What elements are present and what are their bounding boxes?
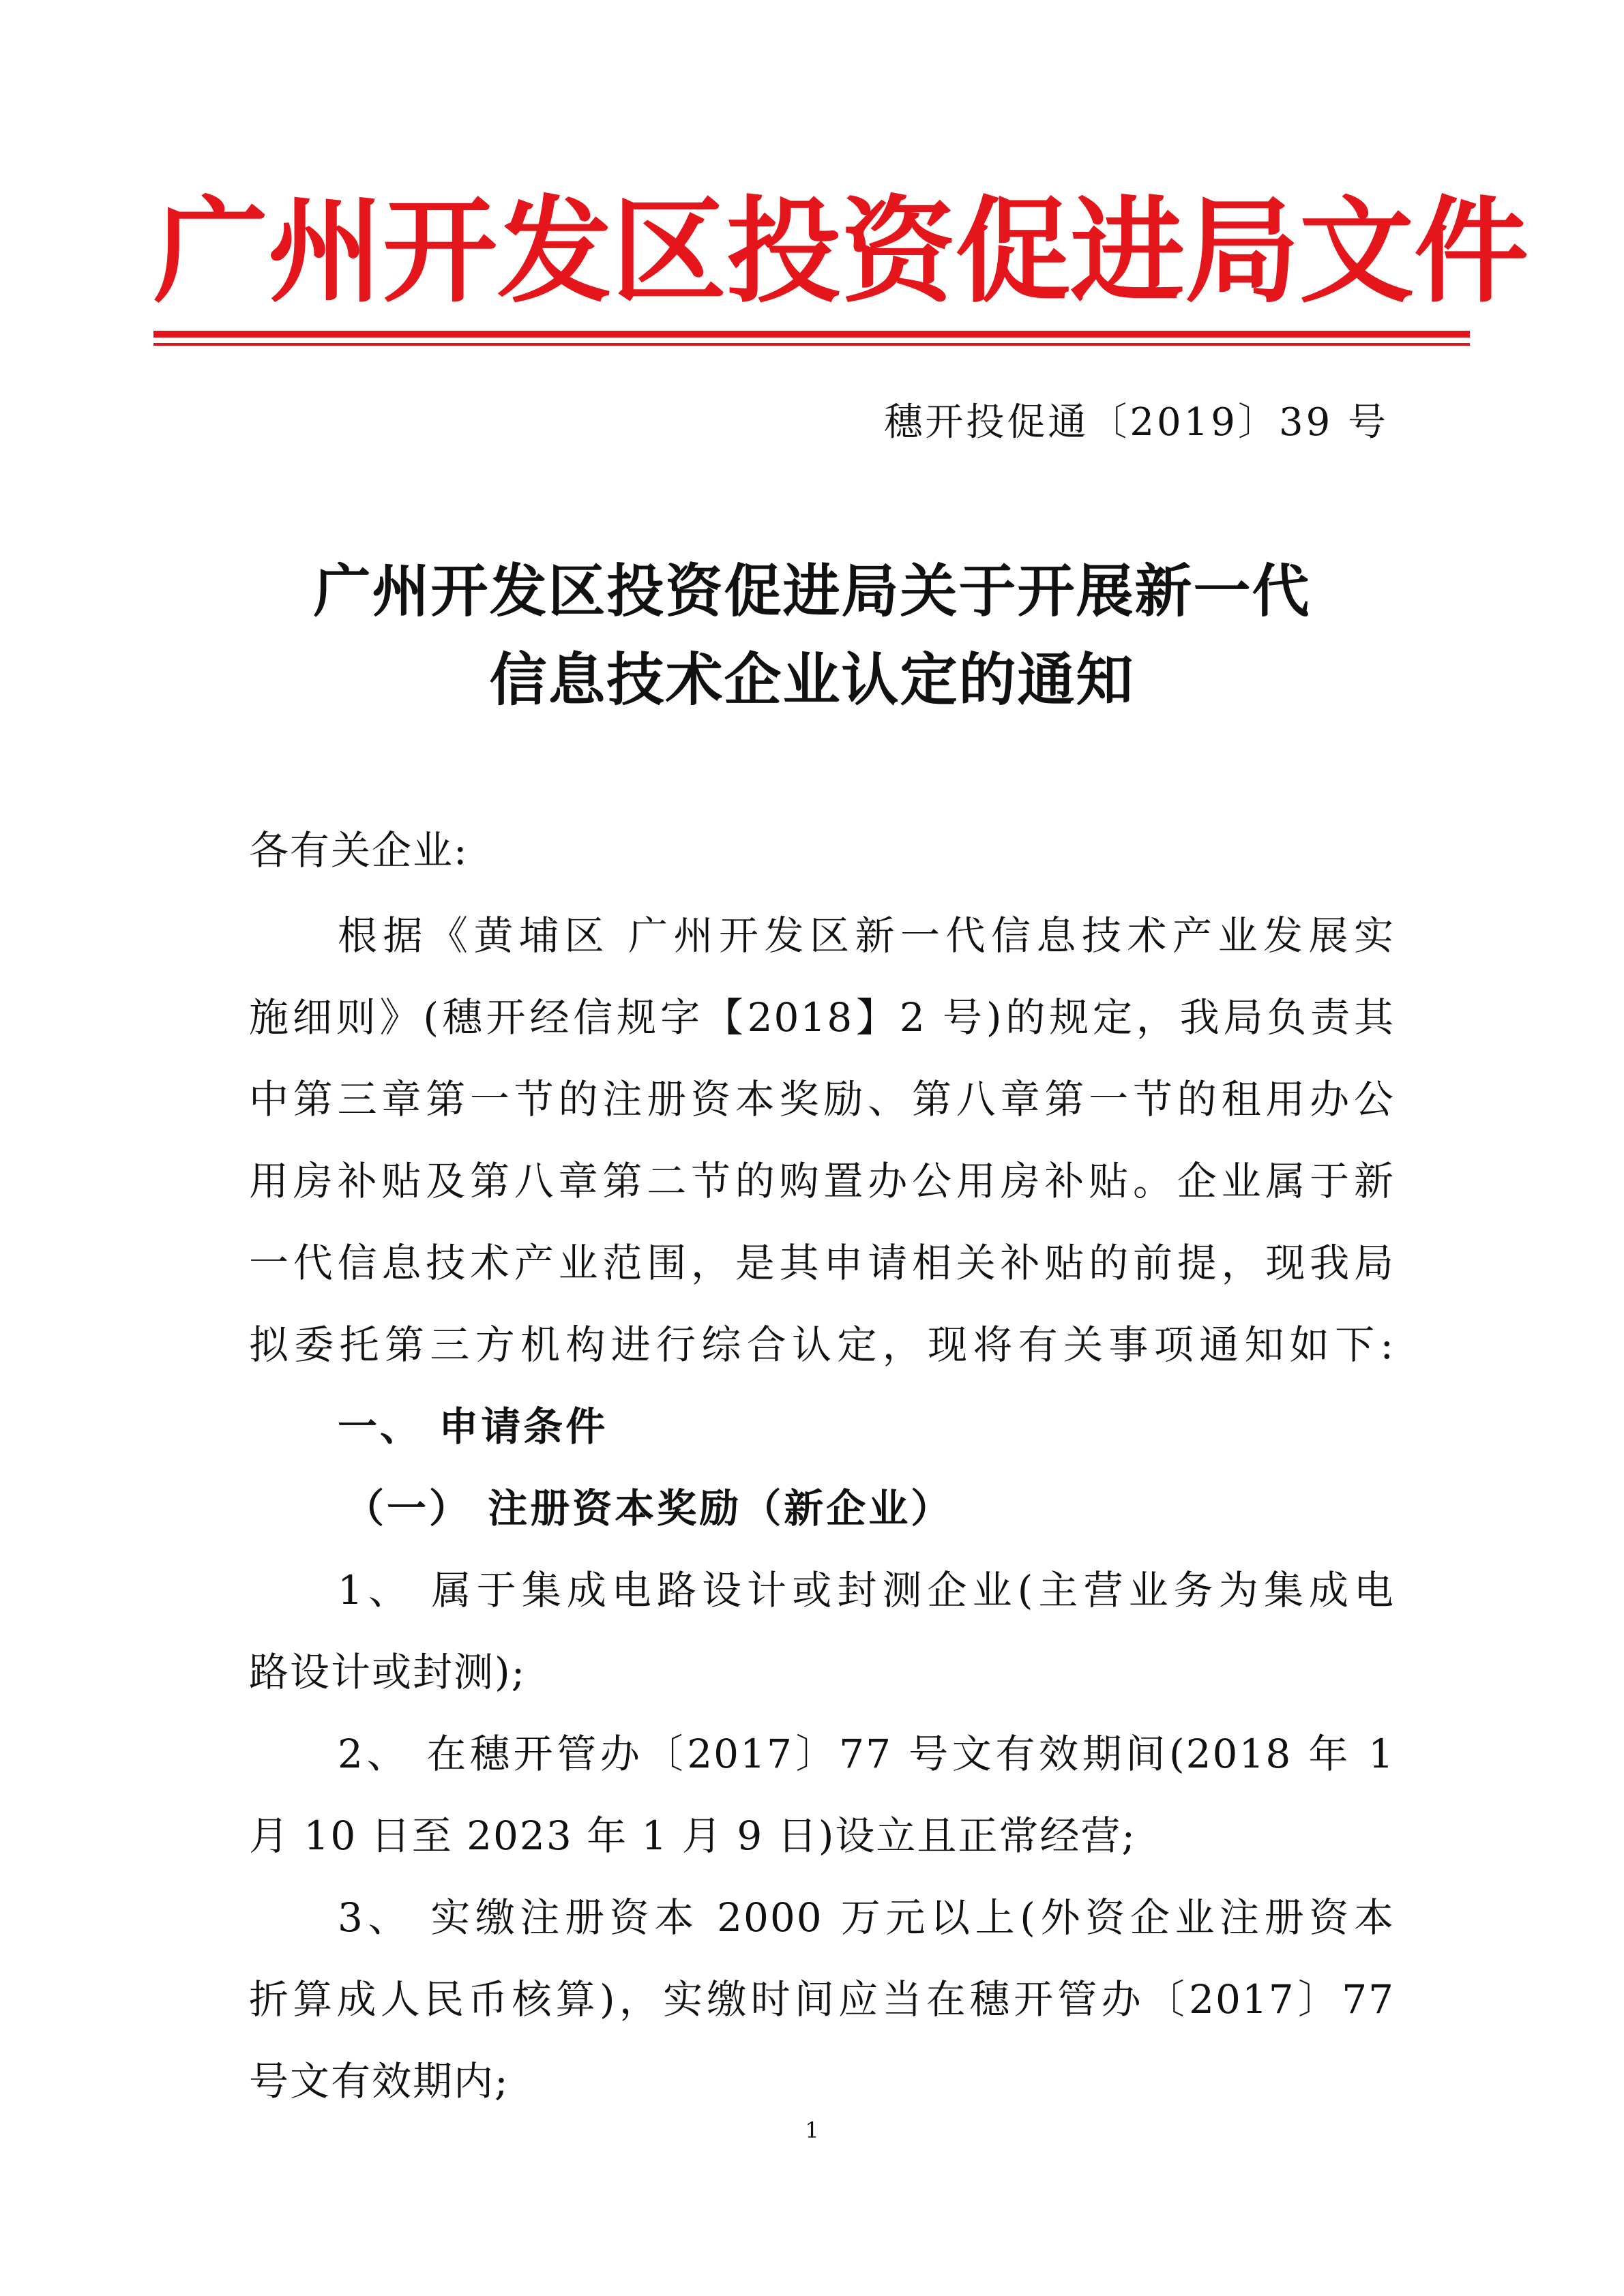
document-number: 穗开投促通〔2019〕39 号: [884, 400, 1389, 445]
list-item-line: 折算成人民币核算)，实缴时间应当在穗开管办〔2017〕77: [249, 1976, 1395, 2023]
masthead-char: 文: [1299, 184, 1414, 318]
masthead-char: 区: [612, 184, 726, 318]
masthead-char: 进: [1070, 184, 1185, 318]
masthead-divider-thick: [153, 331, 1470, 338]
section-heading: 一、 申请条件: [338, 1403, 608, 1450]
masthead-title: [153, 174, 1529, 318]
paragraph-line: 中第三章第一节的注册资本奖励、第八章第一节的租用办公: [249, 1076, 1395, 1122]
paragraph-line: 拟委托第三方机构进行综合认定，现将有关事项通知如下:: [249, 1322, 1395, 1368]
list-item-line: 1、 属于集成电路设计或封测企业(主营业务为集成电: [338, 1567, 1395, 1613]
masthead-char: 州: [268, 184, 383, 318]
masthead-char: 资: [841, 184, 956, 318]
masthead-char: 投: [726, 184, 841, 318]
list-item-line: 路设计或封测);: [249, 1649, 527, 1695]
masthead-char: 开: [383, 184, 497, 318]
list-item-line: 月 10 日至 2023 年 1 月 9 日)设立且正常经营;: [249, 1813, 1136, 1859]
masthead-char: 局: [1185, 184, 1299, 318]
masthead-char: 促: [956, 184, 1070, 318]
masthead-char: 发: [497, 184, 612, 318]
list-item-line: 3、 实缴注册资本 2000 万元以上(外资企业注册资本: [338, 1894, 1395, 1941]
page-number: 1: [805, 2117, 819, 2143]
paragraph-line: 根据《黄埔区 广州开发区新一代信息技术产业发展实: [338, 912, 1395, 959]
paragraph-line: 一代信息技术产业范围，是其申请相关补贴的前提，现我局: [249, 1240, 1395, 1286]
list-item-line: 2、 在穗开管办〔2017〕77 号文有效期间(2018 年 1: [338, 1731, 1395, 1777]
masthead-char: 件: [1414, 184, 1529, 318]
document-title-line-1: 广州开发区投资促进局关于开展新一代: [313, 558, 1311, 625]
paragraph-line: 用房补贴及第八章第二节的购置办公用房补贴。企业属于新: [249, 1158, 1395, 1204]
masthead-divider-thin: [153, 343, 1470, 346]
document-title-line-2: 信息技术企业认定的通知: [489, 646, 1135, 713]
subsection-heading: （一） 注册资本奖励（新企业）: [344, 1485, 954, 1532]
salutation: 各有关企业:: [249, 827, 469, 874]
masthead-char: 广: [153, 184, 268, 318]
paragraph-line: 施细则》(穗开经信规字【2018】2 号)的规定，我局负责其: [249, 994, 1395, 1041]
list-item-line: 号文有效期内;: [249, 2058, 510, 2104]
